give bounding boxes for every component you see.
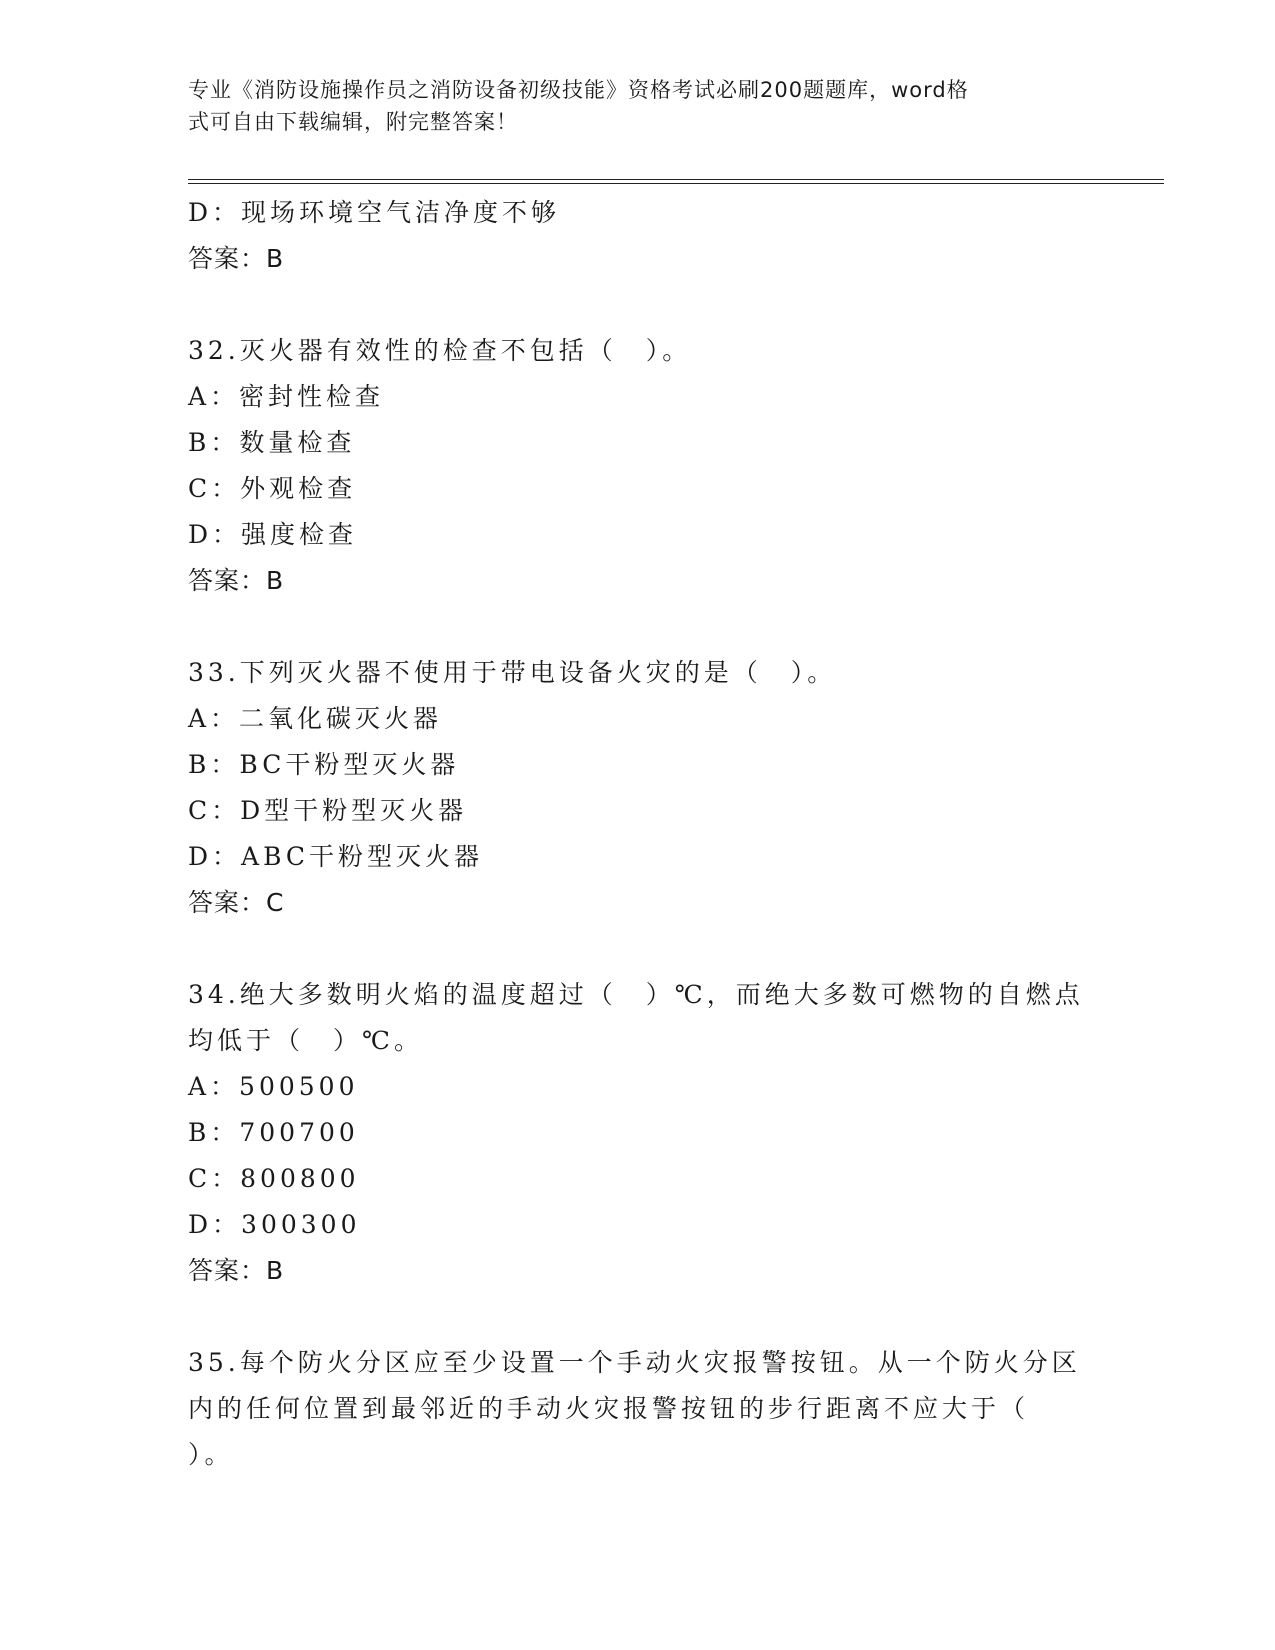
header-line-2: 式可自由下载编辑，附完整答案！ — [188, 110, 518, 134]
q33-option-a: A：二氧化碳灭火器 — [188, 704, 443, 733]
q31-option-d: D：现场环境空气洁净度不够 — [188, 198, 561, 227]
q32-option-b: B：数量检查 — [188, 428, 356, 457]
q32-option-a: A：密封性检查 — [188, 382, 385, 411]
q34-option-c: C：800800 — [188, 1164, 360, 1193]
q35-stem-line-1: 35.每个防火分区应至少设置一个手动火灾报警按钮。从一个防火分区 — [188, 1348, 1081, 1377]
q33-option-c: C：D型干粉型灭火器 — [188, 796, 468, 825]
document-header — [188, 74, 1088, 138]
question-list — [188, 190, 1168, 1478]
q35-stem-line-2: 内的任何位置到最邻近的手动火灾报警按钮的步行距离不应大于（ — [188, 1394, 1030, 1423]
header-divider — [188, 179, 1164, 184]
q34-option-d: D：300300 — [188, 1210, 361, 1239]
q34-option-b: B：700700 — [188, 1118, 359, 1147]
q33-answer: 答案：C — [188, 888, 285, 917]
q34-option-a: A：500500 — [188, 1072, 359, 1101]
q33-stem: 33.下列灭火器不使用于带电设备火灾的是（ ）。 — [188, 658, 837, 687]
q34-stem-line-2: 均低于（ ）℃。 — [188, 1026, 423, 1055]
q34-answer: 答案：B — [188, 1256, 285, 1285]
q32-stem: 32.灭火器有效性的检查不包括（ ）。 — [188, 336, 692, 365]
q35-stem-line-3: ）。 — [188, 1440, 234, 1469]
q33-option-b: B：BC干粉型灭火器 — [188, 750, 460, 779]
q34-stem-line-1: 34.绝大多数明火焰的温度超过（ ）℃，而绝大多数可燃物的自燃点 — [188, 980, 1084, 1009]
q32-option-d: D：强度检查 — [188, 520, 358, 549]
q32-answer: 答案：B — [188, 566, 285, 595]
q32-option-c: C：外观检查 — [188, 474, 357, 503]
header-line-1: 专业《消防设施操作员之消防设备初级技能》资格考试必刷200题题库，word格 — [188, 78, 969, 102]
document-page — [188, 0, 1168, 1650]
q33-option-d: D：ABC干粉型灭火器 — [188, 842, 484, 871]
q31-answer: 答案：B — [188, 244, 285, 273]
